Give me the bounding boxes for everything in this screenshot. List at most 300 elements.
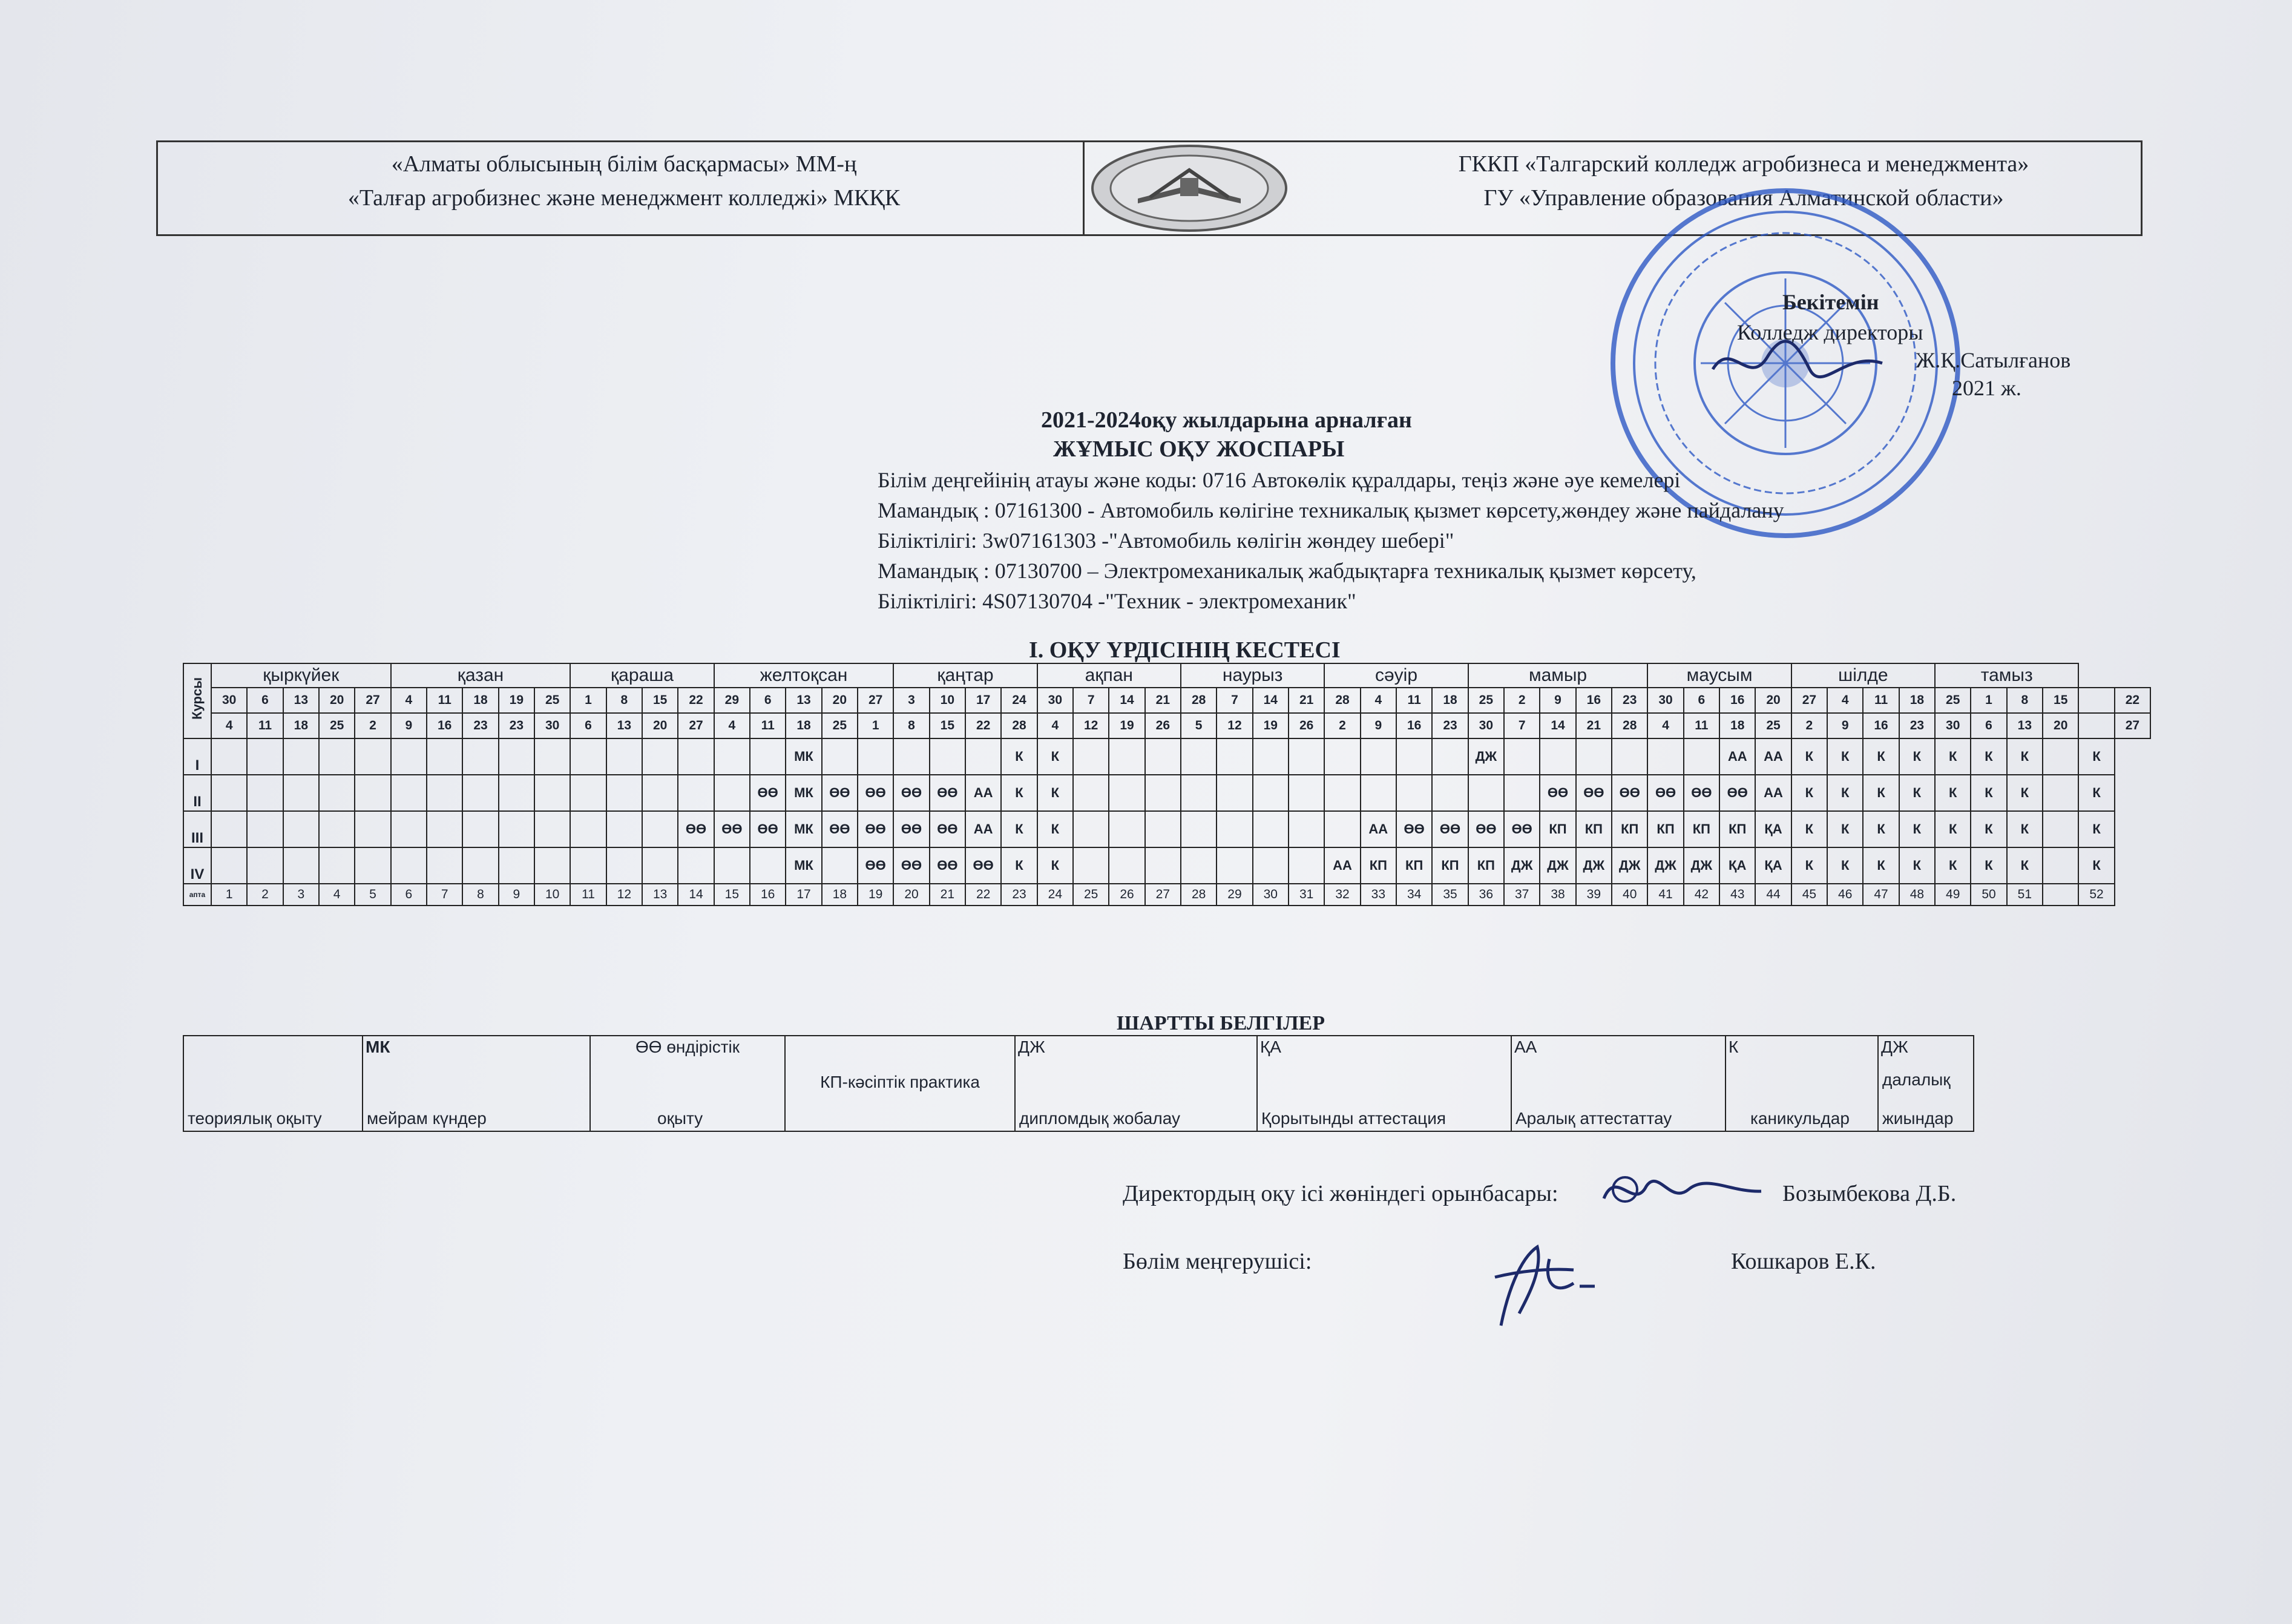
month-header: ақпан <box>1037 663 1181 688</box>
schedule-cell <box>391 811 427 847</box>
week-number: 47 <box>1863 884 1899 906</box>
legend-final-code: ҚА <box>1260 1037 1281 1056</box>
week-end-date: 28 <box>1001 713 1037 738</box>
week-number <box>2043 884 2078 906</box>
week-end-date: 1 <box>858 713 893 738</box>
week-end-date: 25 <box>319 713 355 738</box>
legend-title: ШАРТТЫ БЕЛГІЛЕР <box>1117 1012 1325 1034</box>
schedule-cell <box>642 811 678 847</box>
legend-field-camp <box>1878 1036 1974 1131</box>
week-end-date: 2 <box>1324 713 1360 738</box>
legend-theory <box>183 1036 363 1131</box>
month-header: қазан <box>391 663 571 688</box>
schedule-cell <box>1109 847 1144 884</box>
schedule-cell: К <box>1899 811 1935 847</box>
schedule-cell: ӨӨ <box>1719 775 1755 811</box>
schedule-cell <box>1145 847 1181 884</box>
schedule-cell: ДЖ <box>1612 847 1647 884</box>
week-start-date: 27 <box>355 688 390 713</box>
schedule-cell: К <box>1791 738 1827 775</box>
schedule-cell <box>462 775 498 811</box>
approval-label: Бекітемін <box>1782 290 1879 314</box>
week-start-date: 22 <box>678 688 714 713</box>
week-end-date: 23 <box>462 713 498 738</box>
week-end-date: 19 <box>1253 713 1289 738</box>
month-header: тамыз <box>1935 663 2078 688</box>
schedule-cell: КП <box>1719 811 1755 847</box>
week-number: 26 <box>1109 884 1144 906</box>
week-end-date: 4 <box>211 713 247 738</box>
legend-production <box>590 1036 785 1131</box>
schedule-cell: К <box>1971 811 2006 847</box>
deputy-signature-icon <box>1598 1162 1767 1217</box>
week-start-date: 7 <box>1073 688 1109 713</box>
schedule-cell: АА <box>1755 775 1791 811</box>
week-end-date: 9 <box>1827 713 1863 738</box>
schedule-cell: К <box>1037 738 1073 775</box>
college-emblem-icon <box>1089 143 1289 234</box>
schedule-cell <box>247 738 283 775</box>
week-number: 48 <box>1899 884 1935 906</box>
week-number: 44 <box>1755 884 1791 906</box>
week-number: 8 <box>462 884 498 906</box>
week-end-date: 18 <box>786 713 821 738</box>
schedule-cell <box>1181 811 1217 847</box>
schedule-cell: К <box>2007 811 2043 847</box>
week-end-date: 8 <box>893 713 929 738</box>
header-right-line2: ГУ «Управление образования Алматинской области» <box>1483 185 2004 211</box>
schedule-cell: К <box>1863 775 1899 811</box>
schedule-cell <box>750 738 786 775</box>
schedule-cell <box>391 775 427 811</box>
week-end-date: 30 <box>1935 713 1971 738</box>
schedule-title: I. ОҚУ ҮРДІСІНІҢ КЕСТЕСІ <box>1029 637 1341 663</box>
schedule-cell: ДЖ <box>1504 847 1540 884</box>
week-number: 13 <box>642 884 678 906</box>
week-start-date: 18 <box>1432 688 1468 713</box>
schedule-cell <box>319 811 355 847</box>
month-header: қыркүйек <box>211 663 391 688</box>
schedule-cell <box>391 847 427 884</box>
header-left-line1: «Алматы облысының білім басқармасы» ММ-ң <box>391 151 857 177</box>
week-end-date: 13 <box>2007 713 2043 738</box>
schedule-cell: ӨӨ <box>1647 775 1683 811</box>
week-end-date: 22 <box>965 713 1001 738</box>
schedule-cell: К <box>1935 811 1971 847</box>
week-start-date: 21 <box>1145 688 1181 713</box>
course-label: II <box>183 775 211 811</box>
schedule-cell <box>1109 738 1144 775</box>
schedule-cell: КП <box>1647 811 1683 847</box>
schedule-cell <box>1576 738 1612 775</box>
week-end-date: 4 <box>1037 713 1073 738</box>
schedule-cell <box>355 775 390 811</box>
schedule-cell: ӨӨ <box>750 811 786 847</box>
week-number: 15 <box>714 884 750 906</box>
week-number: 3 <box>283 884 319 906</box>
schedule-cell: К <box>1791 847 1827 884</box>
schedule-cell <box>499 738 534 775</box>
schedule-cell <box>1073 775 1109 811</box>
schedule-cell: К <box>1863 847 1899 884</box>
schedule-cell <box>2043 775 2078 811</box>
week-end-date: 20 <box>642 713 678 738</box>
kursy-header <box>183 663 211 738</box>
schedule-cell: К <box>1935 847 1971 884</box>
schedule-cell <box>534 811 570 847</box>
head-name: Кошкаров Е.К. <box>1731 1249 1876 1274</box>
schedule-cell <box>1684 738 1719 775</box>
week-start-date: 14 <box>1109 688 1144 713</box>
legend-holidays-text: мейрам күндер <box>367 1109 487 1128</box>
legend-production-code: ӨӨ өндірістік <box>635 1037 740 1056</box>
schedule-cell <box>211 847 247 884</box>
schedule-cell: ДЖ <box>1576 847 1612 884</box>
week-start-date: 16 <box>1719 688 1755 713</box>
schedule-cell: К <box>2007 738 2043 775</box>
schedule-cell <box>1504 738 1540 775</box>
legend-holidays-code: МК <box>366 1037 390 1056</box>
schedule-cell <box>355 738 390 775</box>
schedule-cell <box>211 811 247 847</box>
schedule-cell: К <box>1001 775 1037 811</box>
month-header: қараша <box>570 663 714 688</box>
week-start-date: 30 <box>1647 688 1683 713</box>
schedule-cell <box>858 738 893 775</box>
week-end-date: 5 <box>1181 713 1217 738</box>
schedule-cell <box>499 811 534 847</box>
schedule-cell: АА <box>1719 738 1755 775</box>
schedule-cell: ӨӨ <box>930 811 965 847</box>
week-start-date: 6 <box>750 688 786 713</box>
schedule-cell <box>391 738 427 775</box>
schedule-cell <box>1396 738 1432 775</box>
week-end-date: 18 <box>1719 713 1755 738</box>
schedule-cell <box>714 775 750 811</box>
schedule-cell: К <box>1001 738 1037 775</box>
schedule-cell <box>499 775 534 811</box>
schedule-cell <box>355 811 390 847</box>
schedule-cell: К <box>2078 847 2114 884</box>
week-start-date: 6 <box>247 688 283 713</box>
schedule-cell: К <box>1827 847 1863 884</box>
week-start-date: 30 <box>211 688 247 713</box>
course-row <box>183 847 2150 884</box>
legend-table <box>183 1035 1974 1132</box>
week-number: 39 <box>1576 884 1612 906</box>
week-end-date <box>2078 713 2114 738</box>
week-start-date: 15 <box>2043 688 2078 713</box>
schedule-cell <box>1432 738 1468 775</box>
course-label: III <box>183 811 211 847</box>
schedule-cell <box>1361 738 1396 775</box>
month-header: шілде <box>1791 663 1935 688</box>
week-end-date: 7 <box>1504 713 1540 738</box>
week-end-date: 6 <box>1971 713 2006 738</box>
schedule-cell <box>355 847 390 884</box>
schedule-cell <box>1289 738 1324 775</box>
schedule-cell <box>1289 847 1324 884</box>
week-end-date: 11 <box>1684 713 1719 738</box>
week-start-date: 14 <box>1253 688 1289 713</box>
schedule-cell <box>1145 775 1181 811</box>
schedule-cell <box>714 847 750 884</box>
schedule-cell: ӨӨ <box>930 847 965 884</box>
schedule-cell <box>2043 847 2078 884</box>
approval-year: 2021 ж. <box>1952 376 2021 400</box>
week-end-date: 12 <box>1217 713 1252 738</box>
legend-interim-attestation <box>1511 1036 1726 1131</box>
week-number: 11 <box>570 884 606 906</box>
schedule-cell <box>1504 775 1540 811</box>
month-header: наурыз <box>1181 663 1324 688</box>
schedule-cell <box>1324 738 1360 775</box>
schedule-cell <box>965 738 1001 775</box>
schedule-cell: КП <box>1540 811 1575 847</box>
schedule-cell <box>1217 775 1252 811</box>
legend-final-attestation <box>1257 1036 1511 1131</box>
schedule-cell: КП <box>1468 847 1504 884</box>
schedule-cell: К <box>2078 775 2114 811</box>
head-role: Бөлім меңгерушісі: <box>1123 1249 1312 1274</box>
schedule-cell <box>1361 775 1396 811</box>
schedule-cell <box>534 738 570 775</box>
week-number: 16 <box>750 884 786 906</box>
week-start-date: 19 <box>499 688 534 713</box>
week-end-date: 20 <box>2043 713 2078 738</box>
schedule-cell <box>319 738 355 775</box>
week-start-date: 20 <box>1755 688 1791 713</box>
schedule-cell: АА <box>965 811 1001 847</box>
schedule-cell: К <box>1899 775 1935 811</box>
week-number: 1 <box>211 884 247 906</box>
schedule-cell <box>642 738 678 775</box>
schedule-cell <box>1289 775 1324 811</box>
schedule-cell: К <box>1001 847 1037 884</box>
week-number: 14 <box>678 884 714 906</box>
schedule-cell <box>606 811 642 847</box>
doc-title: ЖҰМЫС ОҚУ ЖОСПАРЫ <box>1053 436 1345 462</box>
course-label: I <box>183 738 211 775</box>
week-end-date: 26 <box>1289 713 1324 738</box>
week-number: 43 <box>1719 884 1755 906</box>
legend-diploma-code: ДЖ <box>1018 1037 1045 1056</box>
schedule-cell <box>1073 847 1109 884</box>
schedule-cell <box>319 847 355 884</box>
week-start-date: 16 <box>1576 688 1612 713</box>
schedule-cell: ӨӨ <box>714 811 750 847</box>
week-start-date: 3 <box>893 688 929 713</box>
schedule-cell: К <box>2007 775 2043 811</box>
week-start-date: 20 <box>822 688 858 713</box>
schedule-cell: ДЖ <box>1540 847 1575 884</box>
week-number: 33 <box>1361 884 1396 906</box>
week-start-date: 2 <box>1504 688 1540 713</box>
week-start-date: 18 <box>1899 688 1935 713</box>
schedule-cell <box>247 811 283 847</box>
schedule-cell <box>1217 811 1252 847</box>
schedule-cell <box>283 847 319 884</box>
week-end-date: 23 <box>1899 713 1935 738</box>
schedule-cell <box>211 738 247 775</box>
week-start-date: 15 <box>642 688 678 713</box>
week-end-date: 28 <box>1612 713 1647 738</box>
week-start-date: 7 <box>1217 688 1252 713</box>
schedule-cell <box>1647 738 1683 775</box>
schedule-cell <box>319 775 355 811</box>
header-divider <box>1083 142 1085 234</box>
week-end-date: 15 <box>930 713 965 738</box>
week-end-date: 9 <box>391 713 427 738</box>
week-end-date: 19 <box>1109 713 1144 738</box>
schedule-cell: ӨӨ <box>678 811 714 847</box>
schedule-cell: ӨӨ <box>858 811 893 847</box>
week-number: 36 <box>1468 884 1504 906</box>
schedule-cell <box>462 847 498 884</box>
info-line-1: Білім деңгейінің атауы және коды: 0716 Автокөлік құралдары, теңіз және әуе кемелері <box>878 468 1681 492</box>
week-number: 21 <box>930 884 965 906</box>
week-end-date: 16 <box>427 713 462 738</box>
week-start-date: 25 <box>1468 688 1504 713</box>
schedule-cell: ӨӨ <box>1432 811 1468 847</box>
schedule-cell <box>822 738 858 775</box>
schedule-cell: ӨӨ <box>858 775 893 811</box>
schedule-cell <box>462 738 498 775</box>
schedule-cell <box>283 775 319 811</box>
schedule-cell <box>283 738 319 775</box>
week-end-date: 27 <box>678 713 714 738</box>
week-number: 40 <box>1612 884 1647 906</box>
week-start-date: 20 <box>319 688 355 713</box>
week-start-date: 11 <box>427 688 462 713</box>
schedule-cell <box>1612 738 1647 775</box>
schedule-cell: АА <box>1324 847 1360 884</box>
schedule-cell: ДЖ <box>1647 847 1683 884</box>
schedule-cell: К <box>1827 775 1863 811</box>
schedule-cell: КП <box>1361 847 1396 884</box>
schedule-cell <box>427 811 462 847</box>
schedule-cell <box>606 738 642 775</box>
schedule-cell: АА <box>1755 738 1791 775</box>
schedule-cell: КП <box>1396 847 1432 884</box>
legend-final-text: Қорытынды аттестация <box>1261 1109 1446 1128</box>
week-start-date: 11 <box>1863 688 1899 713</box>
week-end-date: 13 <box>606 713 642 738</box>
week-number: 37 <box>1504 884 1540 906</box>
schedule-cell: ӨӨ <box>1576 775 1612 811</box>
week-number: 18 <box>822 884 858 906</box>
schedule-cell <box>714 738 750 775</box>
weeks-label: апта <box>183 884 211 906</box>
schedule-cell: ӨӨ <box>1540 775 1575 811</box>
schedule-cell <box>678 775 714 811</box>
header-left-line2: «Талғар агробизнес және менеджмент колледжі» МКҚК <box>347 185 901 211</box>
week-start-date: 25 <box>1935 688 1971 713</box>
week-start-date: 1 <box>570 688 606 713</box>
schedule-cell <box>570 775 606 811</box>
legend-field-code: ДЖ <box>1881 1037 1908 1056</box>
schedule-cell: ӨӨ <box>1396 811 1432 847</box>
week-end-date: 18 <box>283 713 319 738</box>
week-end-date: 11 <box>750 713 786 738</box>
schedule-cell: К <box>2078 738 2114 775</box>
schedule-cell: К <box>1791 811 1827 847</box>
schedule-cell: К <box>1037 775 1073 811</box>
week-start-date: 18 <box>462 688 498 713</box>
schedule-cell <box>1432 775 1468 811</box>
schedule-cell <box>1289 811 1324 847</box>
month-header: желтоқсан <box>714 663 894 688</box>
week-start-date: 28 <box>1324 688 1360 713</box>
week-number: 19 <box>858 884 893 906</box>
schedule-cell <box>606 775 642 811</box>
schedule-cell: ӨӨ <box>822 775 858 811</box>
week-number: 10 <box>534 884 570 906</box>
legend-theory-text: теориялық оқыту <box>188 1109 322 1128</box>
schedule-cell: КП <box>1432 847 1468 884</box>
schedule-cell: КП <box>1576 811 1612 847</box>
week-start-date <box>2078 688 2114 713</box>
week-end-date: 2 <box>1791 713 1827 738</box>
week-number: 45 <box>1791 884 1827 906</box>
week-start-date: 13 <box>283 688 319 713</box>
schedule-cell <box>1253 738 1289 775</box>
schedule-table <box>183 663 2151 906</box>
legend-production-text: оқыту <box>657 1109 703 1128</box>
week-start-date: 13 <box>786 688 821 713</box>
schedule-cell: К <box>1037 811 1073 847</box>
schedule-cell <box>678 847 714 884</box>
schedule-cell <box>750 847 786 884</box>
week-start-date: 11 <box>1396 688 1432 713</box>
week-end-date: 30 <box>534 713 570 738</box>
week-start-date: 23 <box>1612 688 1647 713</box>
week-start-date: 10 <box>930 688 965 713</box>
week-number: 29 <box>1217 884 1252 906</box>
legend-interim-code: АА <box>1514 1037 1537 1056</box>
week-number: 35 <box>1432 884 1468 906</box>
schedule-cell <box>1217 738 1252 775</box>
schedule-cell: ҚА <box>1755 847 1791 884</box>
info-line-2: Мамандық : 07161300 - Автомобиль көлігіне техникалық қызмет көрсету,жөндеу және пайдалану <box>878 498 1784 522</box>
week-end-date: 14 <box>1540 713 1575 738</box>
legend-vacation <box>1726 1036 1878 1131</box>
legend-holidays <box>363 1036 590 1131</box>
schedule-cell <box>930 738 965 775</box>
schedule-cell <box>534 775 570 811</box>
week-number: 52 <box>2078 884 2114 906</box>
schedule-cell <box>1324 811 1360 847</box>
schedule-cell: АА <box>1361 811 1396 847</box>
schedule-cell: К <box>1863 738 1899 775</box>
week-number: 23 <box>1001 884 1037 906</box>
week-end-date: 16 <box>1863 713 1899 738</box>
week-number: 27 <box>1145 884 1181 906</box>
month-header: қаңтар <box>893 663 1037 688</box>
week-end-date: 21 <box>1576 713 1612 738</box>
week-start-date: 4 <box>1827 688 1863 713</box>
week-start-date: 17 <box>965 688 1001 713</box>
week-number: 28 <box>1181 884 1217 906</box>
week-number: 25 <box>1073 884 1109 906</box>
schedule-cell <box>893 738 929 775</box>
schedule-cell <box>1073 738 1109 775</box>
schedule-cell: ӨӨ <box>1468 811 1504 847</box>
info-line-3: Біліктілігі: 3w07161303 -"Автомобиль көлігін жөндеу шебері" <box>878 528 1454 553</box>
schedule-cell <box>678 738 714 775</box>
week-end-date: 2 <box>355 713 390 738</box>
week-start-date: 25 <box>534 688 570 713</box>
